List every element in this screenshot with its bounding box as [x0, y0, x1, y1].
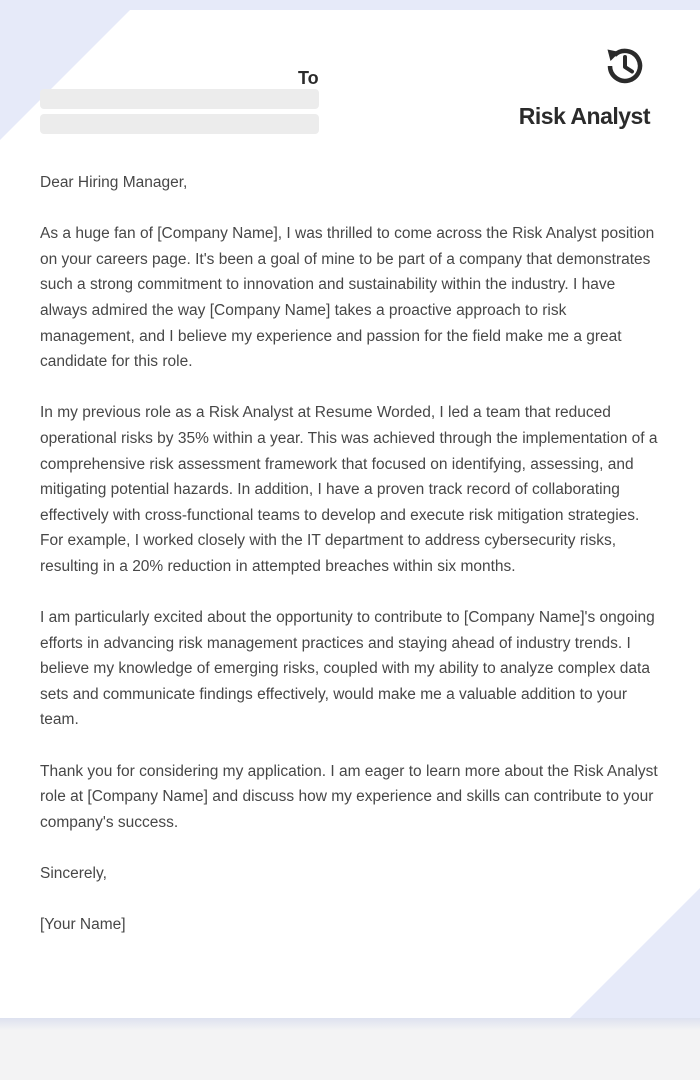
recipient-label: To	[298, 68, 319, 88]
letter-paragraph: In my previous role as a Risk Analyst at Resume Worded, I led a team that reduced operational risks by 35% within a year. This was achieved through the implementation of a comprehensive risk assessment framework that focused on identifying, assessing, and mitigating potential hazards. In addition, I have a proven track record of collaborating effectively with cross-functional teams to develop and execute risk mitigation strategies. For example, I worked closely with the IT department to address cybersecurity risks, resulting in a 20% reduction in attempted breaches within six months.	[40, 404, 658, 575]
letter-paragraph: I am particularly excited about the opportunity to contribute to [Company Name]'s ongoing efforts in advancing risk management practices and staying ahead of industry trends. I believe my knowledge of emerging risks, coupled with my ability to analyze complex data sets and communicate findings effectively, would make me a valuable addition to your team.	[40, 609, 655, 729]
letter-body	[40, 170, 660, 963]
recipient-address-line	[40, 89, 319, 109]
history-clock-icon	[601, 42, 649, 90]
letter-greeting: Dear Hiring Manager,	[40, 174, 188, 191]
sheet-shadow	[0, 1018, 700, 1030]
letter-sheet	[0, 10, 700, 1018]
letter-signature: [Your Name]	[40, 916, 126, 934]
letter-paragraph: Thank you for considering my application. I am eager to learn more about the Risk Analyst role at [Company Name] and discuss how my experience and skills can contribute to your company's success.	[40, 762, 658, 831]
letter-paragraph: As a huge fan of [Company Name], I was thrilled to come across the Risk Analyst position on your careers page. It's been a goal of mine to be part of a company that demonstrates such a strong commitment to innovation and sustainability within the industry. I have always admired the way [Company Name] takes a proactive approach to risk management, and I believe my experience and passion for the field make me a great candidate for this role.	[40, 225, 655, 371]
job-title: Risk Analyst	[518, 103, 650, 129]
letter-closing: Sincerely,	[40, 865, 107, 883]
recipient-address-line	[40, 114, 319, 134]
